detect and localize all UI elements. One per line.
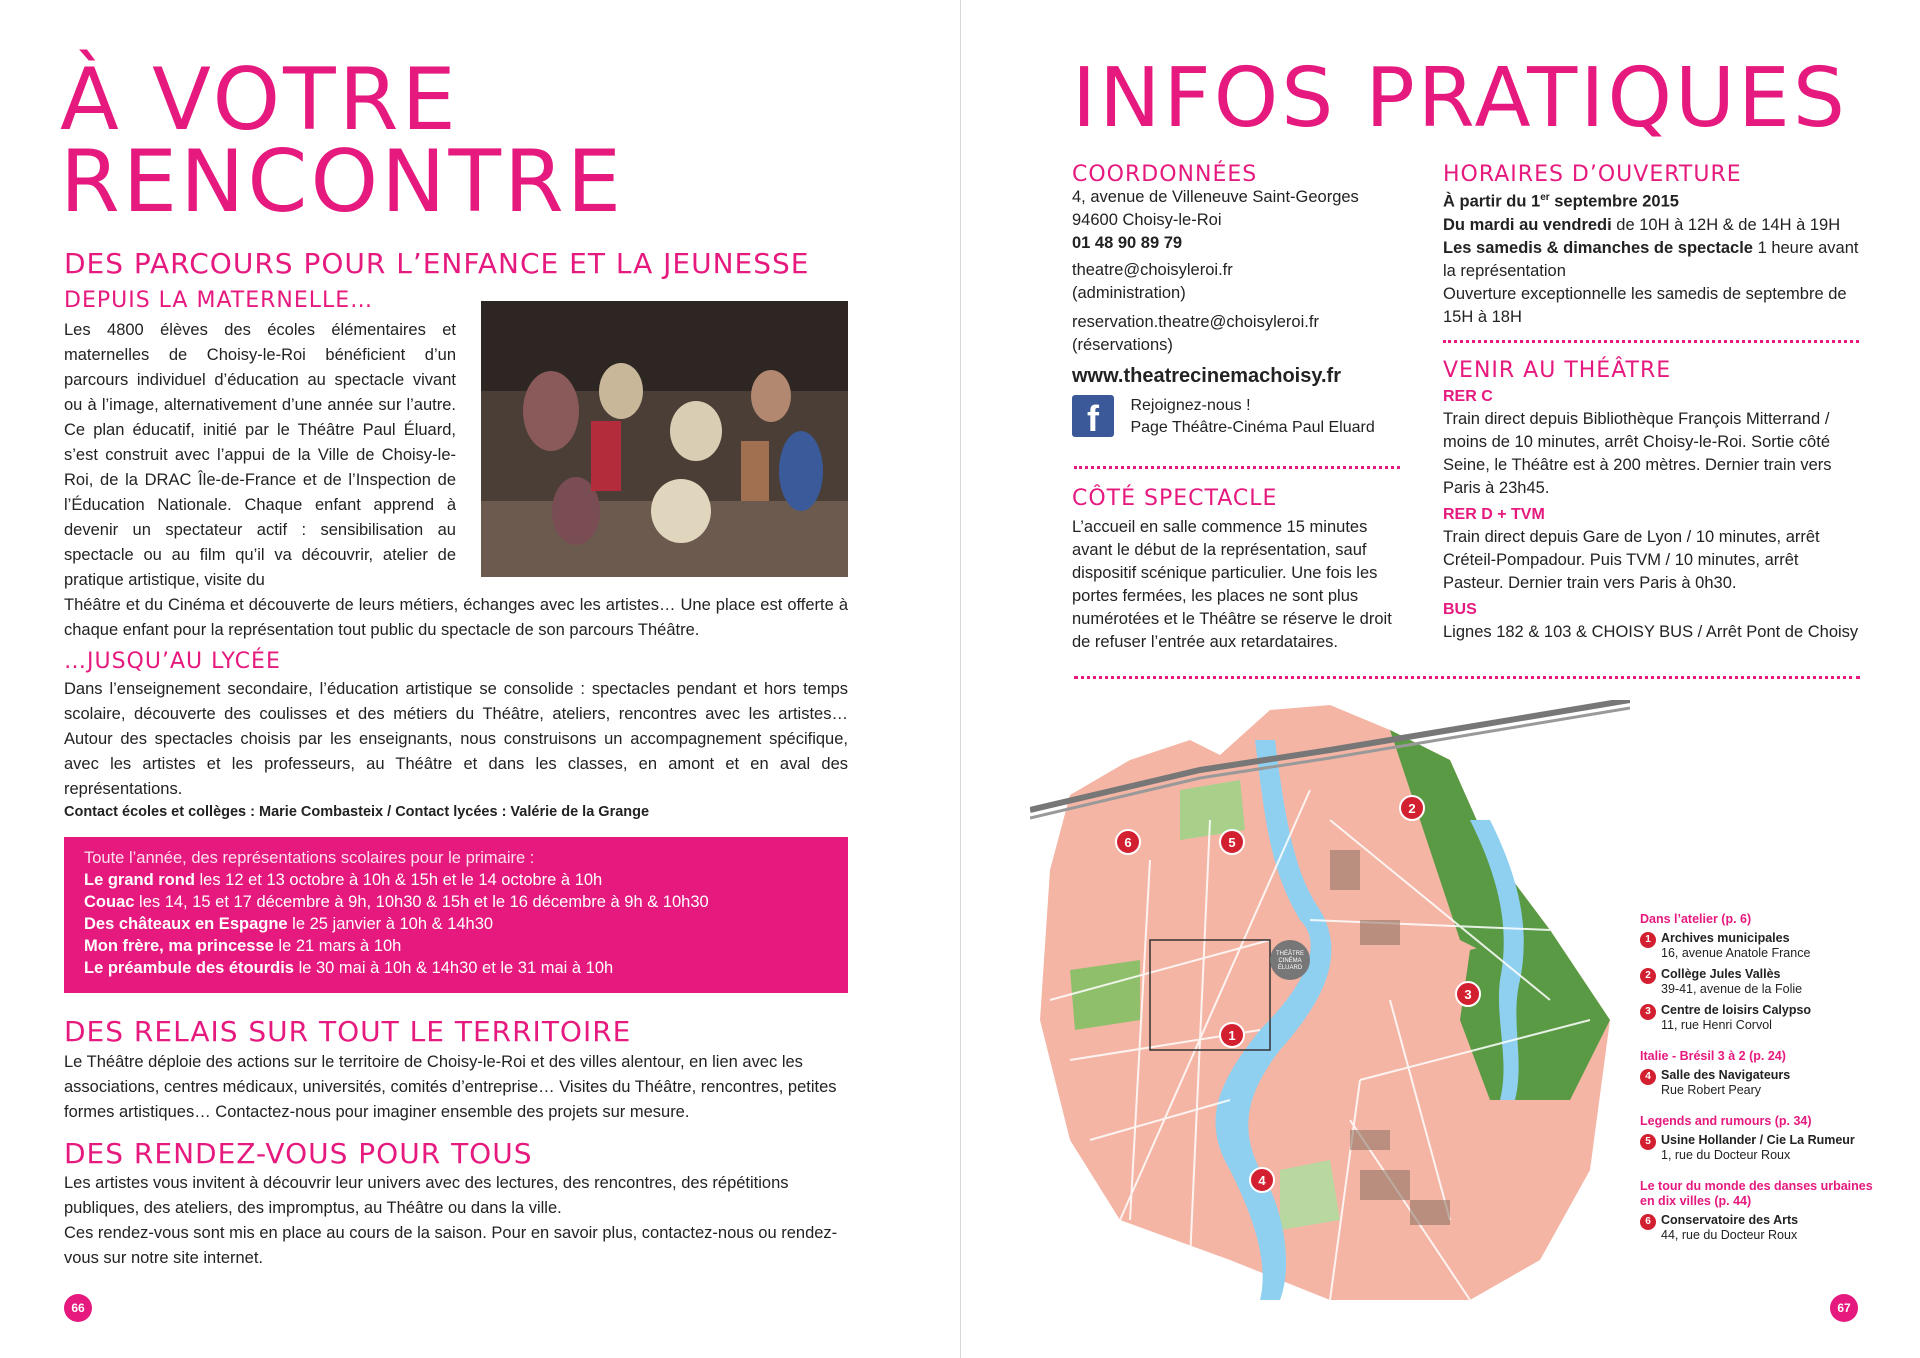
address-line-1: 4, avenue de Villeneuve Saint-Georges [1072,188,1359,206]
cote-paragraph: L’accueil en salle commence 15 minutes avant le début de la représentation, sauf dispositif scénique particulier. Une fois les portes fermées, les places ne sont plus numérotées et le Théâtre se réserve le droit de refuser l’entrée aux retardataires. [1072,518,1392,651]
horaires-exception: Ouverture exceptionnelle les samedis de septembre de 15H à 18H [1443,284,1847,326]
email-reservation-note: (réservations) [1072,336,1173,354]
svg-text:6: 6 [1124,835,1132,850]
svg-text:1: 1 [1228,1028,1236,1043]
svg-text:5: 5 [1228,835,1236,850]
divider [1074,466,1400,469]
map-marker-6[interactable] [1116,830,1140,854]
legend-item: 1 Archives municipales 16, avenue Anatole France [1640,931,1890,961]
legend-item: 2 Collège Jules Vallès 39-41, avenue de la Folie [1640,967,1890,997]
legend-item: 5 Usine Hollander / Cie La Rumeur 1, rue du Docteur Roux [1640,1133,1890,1163]
box-item: Le grand rond les 12 et 13 octobre à 10h & 15h et le 14 octobre à 10h [84,871,603,889]
horaires-heading: HORAIRES D’OUVERTURE [1443,162,1742,187]
divider [1074,676,1860,679]
paragraph-maternelle-cont: Théâtre et du Cinéma et découverte de leurs métiers, échanges avec les artistes… Une place est offerte à chaque enfant pour la représentation tout public du spectacle de son parcours Théâtre. [64,596,848,639]
contact-line: Contact écoles et collèges : Marie Combasteix / Contact lycées : Valérie de la Grange [64,804,650,820]
section-heading-relais: DES RELAIS SUR TOUT LE TERRITOIRE [64,1015,632,1048]
svg-text:4: 4 [1258,1173,1266,1188]
horaires-weekend: Les samedis & dimanches de spectacle 1 heure avant la représentation [1443,238,1859,280]
section-heading-parcours: DES PARCOURS POUR L’ENFANCE ET LA JEUNESSE [64,247,810,280]
venir-heading: VENIR AU THÉÂTRE [1443,358,1672,383]
legend-item: 6 Conservatoire des Arts 44, rue du Docteur Roux [1640,1213,1890,1243]
map-marker-1[interactable] [1220,1023,1244,1047]
phone-number: 01 48 90 89 79 [1072,234,1183,252]
svg-text:ÉLUARD: ÉLUARD [1277,965,1303,971]
legend-group-heading: Dans l’atelier (p. 6) [1640,912,1752,926]
sub-heading-lycee: …JUSQU’AU LYCÉE [64,649,281,674]
email-admin[interactable]: theatre@choisyleroi.fr [1072,261,1233,279]
rer-c-text: Train direct depuis Bibliothèque François Mitterrand / moins de 10 minutes, arrêt Choisy-le-Roi. Sortie côté Seine, le Théâtre est à 200 mètres. Dernier train vers Paris à 23h45. [1443,410,1832,497]
facebook-block[interactable] [1072,395,1402,439]
cote-heading: CÔTÉ SPECTACLE [1072,486,1278,511]
facebook-line-1: Rejoignez-nous ! [1130,397,1251,414]
divider [1443,340,1859,343]
svg-text:CINÉMA: CINÉMA [1278,958,1302,964]
legend-group-heading: Italie - Brésil 3 à 2 (p. 24) [1640,1049,1786,1063]
horaires-column [1443,164,1863,329]
section-heading-rendez-vous: DES RENDEZ-VOUS POUR TOUS [64,1137,533,1170]
facebook-icon[interactable]: f [1072,395,1114,437]
map-marker-5[interactable] [1220,830,1244,854]
location-map[interactable] [1030,700,1630,1310]
svg-text:THÉÂTRE: THÉÂTRE [1275,951,1305,957]
horaires-start-date: À partir du 1er septembre 2015 [1443,192,1679,211]
map-legend [1640,902,1890,1249]
cote-column [1072,488,1398,654]
bus-text: Lignes 182 & 103 & CHOISY BUS / Arrêt Pont de Choisy [1443,623,1859,641]
coords-heading: COORDONNÉES [1072,162,1258,187]
email-reservation[interactable]: reservation.theatre@choisyleroi.fr [1072,313,1319,331]
paragraph-rendez-vous-1: Les artistes vous invitent à découvrir leur univers avec des lectures, des rencontres, des répétitions publiques, des ateliers, des impromptus, au Théâtre ou dans la ville. [64,1174,789,1217]
email-admin-note: (administration) [1072,284,1186,302]
box-item: Couac les 14, 15 et 17 décembre à 9h, 10h30 & 15h et le 16 décembre à 9h & 10h30 [84,893,709,911]
page-number-right: 67 [1830,1294,1858,1322]
legend-group-heading: Legends and rumours (p. 34) [1640,1114,1812,1128]
right-title: INFOS PRATIQUES [1072,51,1848,146]
box-item: Le préambule des étourdis le 30 mai à 10h & 14h30 et le 31 mai à 10h [84,959,614,977]
svg-text:3: 3 [1464,987,1472,1002]
box-intro: Toute l’année, des représentations scolaires pour le primaire : [84,849,535,867]
paragraph-maternelle: Les 4800 élèves des écoles élémentaires et maternelles de Choisy-le-Roi bénéficient d’un parcours individuel d’éducation au spectacle vivant ou à l’image, alternativement d’une année sur l’autre. Ce plan éducatif, initié par le Théâtre Paul Éluard, s’est construit avec l’appui de la Ville de Choisy-le-Roi, de la DRAC Île-de-France et de l’Inspection de l’Éducation Nationale. Chaque enfant apprend à devenir un spectateur actif : sensibilisation au spectacle ou au film qu’il va découvrir, atelier de pratique artistique, visite du [64,321,456,589]
website-link[interactable]: www.theatrecinemachoisy.fr [1072,365,1341,387]
svg-text:2: 2 [1408,801,1416,816]
coords-column [1072,164,1402,439]
facebook-line-2: Page Théâtre-Cinéma Paul Eluard [1130,419,1375,436]
map-marker-2[interactable] [1400,796,1424,820]
venir-column [1443,360,1863,644]
rer-d-text: Train direct depuis Gare de Lyon / 10 minutes, arrêt Créteil-Pompadour. Puis TVM / 10 minutes, arrêt Pasteur. Dernier train vers Paris à 0h30. [1443,528,1820,592]
rer-d-label: RER D + TVM [1443,506,1545,523]
page-number-left: 66 [64,1294,92,1322]
map-marker-4[interactable] [1250,1168,1274,1192]
horaires-week: Du mardi au vendredi de 10H à 12H & de 14H à 19H [1443,215,1841,234]
map-marker-3[interactable] [1456,982,1480,1006]
paragraph-rendez-vous-2: Ces rendez-vous sont mis en place au cours de la saison. Pour en savoir plus, contactez-nous ou rendez-vous sur notre site internet. [64,1224,838,1267]
paragraph-relais: Le Théâtre déploie des actions sur le territoire de Choisy-le-Roi et des villes alentour, en lien avec les associations, centres médicaux, universités, comités d’entreprise… Visites du Théâtre, rencontres, petites formes artistiques… Contactez-nous pour imaginer ensemble des projets sur mesure. [64,1053,837,1121]
address-line-2: 94600 Choisy-le-Roi [1072,211,1222,229]
sub-heading-maternelle: DEPUIS LA MATERNELLE… [64,288,374,313]
rer-c-label: RER C [1443,388,1493,405]
bus-label: BUS [1443,601,1477,618]
left-title-line1: À VOTRE [60,50,459,150]
legend-group-heading: Le tour du monde des danses urbaines en dix villes (p. 44) [1640,1179,1873,1208]
paragraph-lycee: Dans l’enseignement secondaire, l’éducation artistique se consolide : spectacles pendant et hors temps scolaire, découverte des coulisses et des métiers du Théâtre, ateliers, rencontres avec les artistes… Autour des spectacles choisis par les enseignants, nous construisons un accompagnement spécifique, avec les artistes et les professeurs, au Théâtre et dans les classes, en amont et en aval des représentations. [64,680,848,798]
box-item: Des châteaux en Espagne le 25 janvier à 10h & 14h30 [84,915,494,933]
box-item: Mon frère, ma princesse le 21 mars à 10h [84,937,402,955]
left-title-line2: RENCONTRE [60,131,625,232]
legend-item: 4 Salle des Navigateurs Rue Robert Peary [1640,1068,1890,1098]
legend-item: 3 Centre de loisirs Calypso 11, rue Henri Corvol [1640,1003,1890,1033]
